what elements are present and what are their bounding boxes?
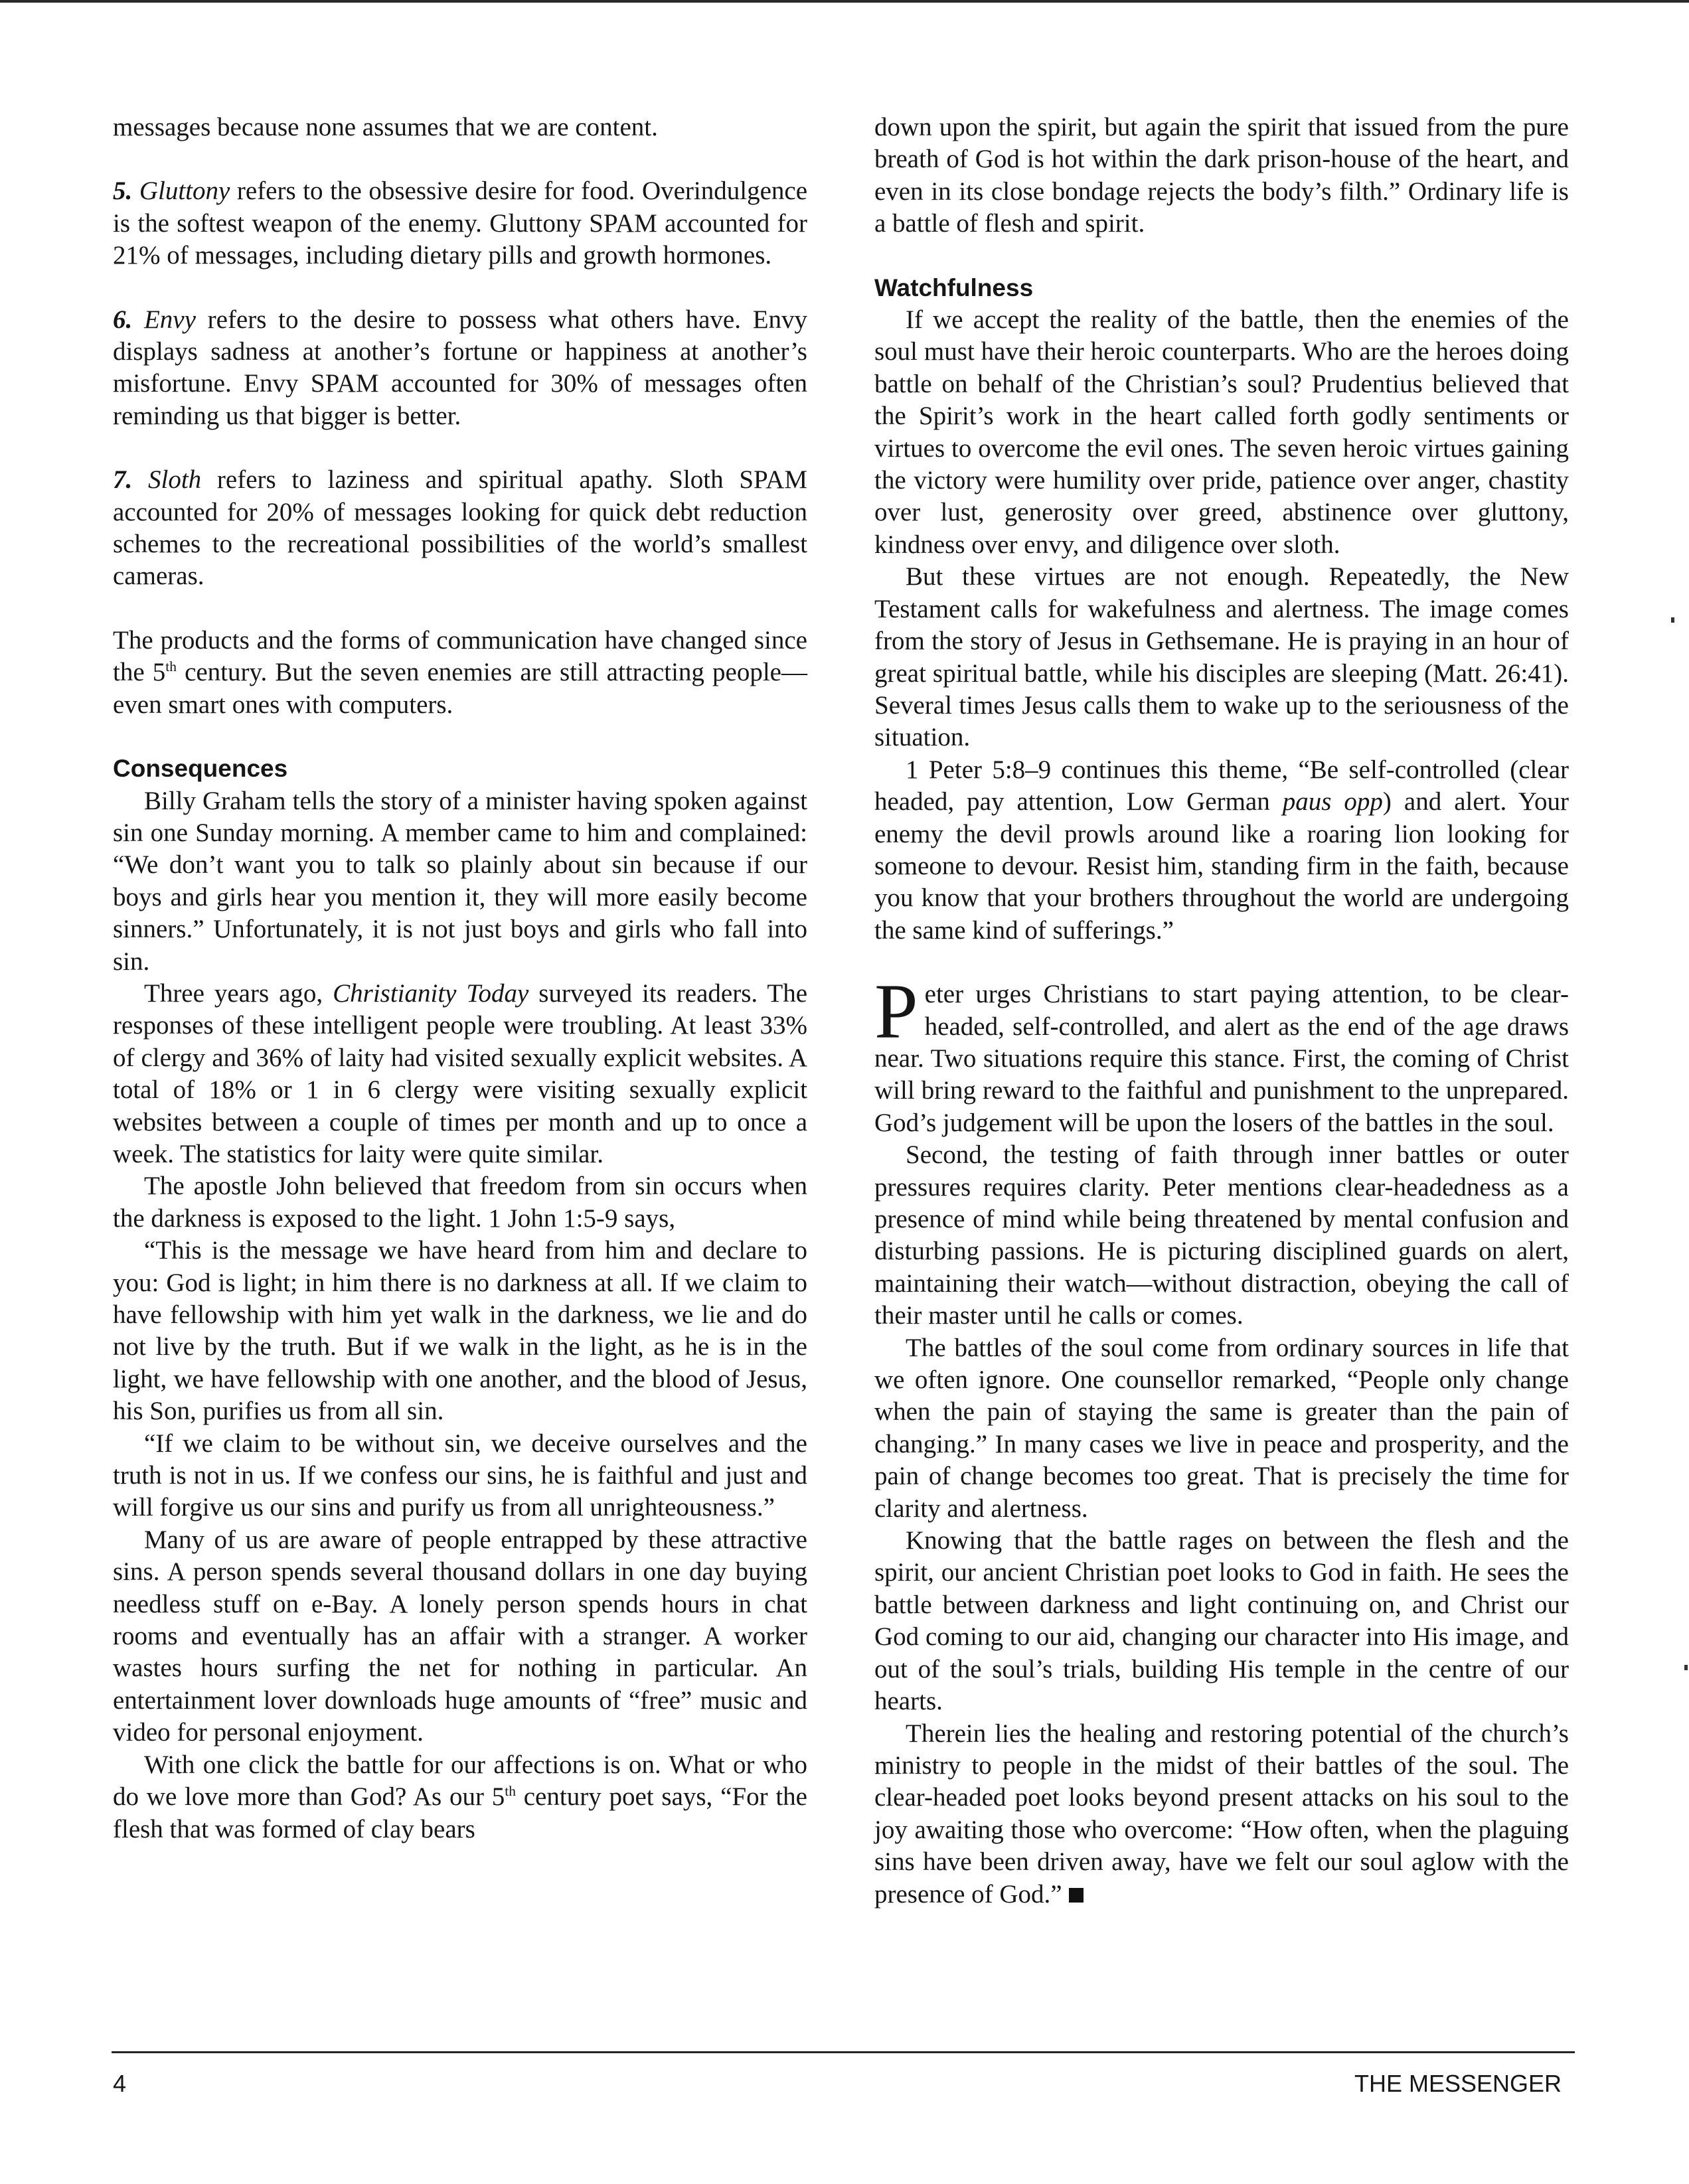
click-paragraph: With one click the battle for our affections is on. What or who do we love more than God? As our 5th century poet says, “For the flesh that was formed of clay bears xyxy=(113,1750,807,1843)
virtues-paragraph: But these virtues are not enough. Repeatedly, the New Testament calls for wakefulness and alertness. The image comes from the story of Jesus in Gethsemane. He is praying in an hour of great spiritual battle, while his disciples are sleeping (Matt. 26:41). Several times Jesus calls them to wake up to the seriousness of the situation. xyxy=(874,562,1569,752)
item-text: refers to the obsessive desire for food. Overindulgence is the softest weapon of the enemy. Gluttony SPAM accounted for 21% of messages, including dietary pills and growth hormones. xyxy=(113,177,808,270)
quote-paragraph-2: “If we claim to be without sin, we deceive ourselves and the truth is not in us. If we confess our sins, he is faithful and just and will forgive us our sins and purify us from all unrighteousness.” xyxy=(113,1429,807,1522)
item-term: Envy xyxy=(143,305,196,334)
item-term: Sloth xyxy=(148,465,202,495)
scan-speck xyxy=(1684,1665,1688,1670)
survey-paragraph: Three years ago, Christianity Today surveyed its readers. The responses of these intelligent people were troubling. At least 33% of clergy and 36% of laity had visited sexually explicit websites. A total of 18% or 1 in 6 clergy were visiting sexually explicit websites between a couple of times per month and up to once a week. The statistics for laity were quite similar. xyxy=(113,978,808,1168)
footer-rule xyxy=(112,2051,1575,2053)
item-number: 7. xyxy=(113,465,133,495)
peter-paragraph: 1 Peter 5:8–9 continues this theme, “Be self-controlled (clear headed, pay attention, Low German paus opp) and alert. Your enemy the devil prowls around like a roaring lion looking for someone to devour. Resist him, standing firm in the faith, because you know that your brothers throughout the world are undergoing the same kind of sufferings.” xyxy=(874,755,1569,945)
heading-consequences: Consequences xyxy=(113,755,288,783)
page-number: 4 xyxy=(113,2070,127,2097)
continuation-paragraph: down upon the spirit, but again the spirit that issued from the pure breath of God is hot within the dark prison-house of the heart, and even in its close bondage rejects the body’s filth.” Ordinary life is a battle of flesh and spirit. xyxy=(874,113,1569,238)
right-column xyxy=(874,112,1569,1911)
battles-paragraph: The battles of the soul come from ordinary sources in life that we often ignore. One counsellor remarked, “People only change when the pain of staying the same is greater than the pain of changing.” In many cases we live in peace and prosperity, and the pain of change becomes too great. That is precisely the time for clarity and alertness. xyxy=(874,1333,1569,1523)
therein-paragraph: Therein lies the healing and restoring potential of the church’s ministry to people in the midst of their battles of the soul. The clear-headed poet looks beyond present attacks on his soul to the joy awaiting those who overcome: “How often, when the plaguing sins have been driven away, have we felt our soul aglow with the presence of God.” xyxy=(874,1719,1569,1909)
item-text: refers to the desire to possess what others have. Envy displays sadness at another’s fortune or happiness at another’s misfortune. Envy SPAM accounted for 30% of messages often reminding us that bigger is better. xyxy=(113,305,808,430)
knowing-paragraph: Knowing that the battle rages on between the flesh and the spirit, our ancient Christian poet looks to God in faith. He sees the battle between darkness and light continuing on, and Christ our God coming to our aid, changing our character into His image, and out of the soul’s trials, building His temple in the centre of our hearts. xyxy=(874,1526,1569,1716)
quote-paragraph-1: “This is the message we have heard from him and declare to you: God is light; in him there is no darkness at all. If we claim to have fellowship with him yet walk in the darkness, we lie and do not live by the truth. But if we walk in the light, as he is in the light, we have fellowship with one another, and the blood of Jesus, his Son, purifies us from all sin. xyxy=(113,1236,807,1426)
many-paragraph: Many of us are aware of people entrapped by these attractive sins. A person spends several thousand dollars in one day buying needless stuff on e-Bay. A lonely person spends hours in chat rooms and eventually has an affair with a stranger. A worker wastes hours surfing the net for nothing in particular. An entertainment lover downloads huge amounts of “free” music and video for personal enjoyment. xyxy=(113,1525,807,1747)
second-paragraph: Second, the testing of faith through inner battles or outer pressures requires clarity. Peter mentions clear-headedness as a presence of mind while being threatened by mental confusion and disturbing passions. He is picturing disciplined guards on alert, maintaining their watch—without distraction, obeying the call of their master until he calls or comes. xyxy=(874,1140,1569,1330)
urges-paragraph: Peter urges Christians to start paying attention, to be clear-headed, self-controlled, and alert as the end of the age draws near. Two situations require this stance. First, the coming of Christ will bring reward to the faithful and punishment to the unprepared. God’s judgement will be upon the losers of the battles in the soul. xyxy=(874,968,1569,1137)
left-column xyxy=(113,112,807,1845)
drop-cap: P xyxy=(874,968,918,1055)
item-number: 6. xyxy=(113,305,133,334)
heading-watchfulness: Watchfulness xyxy=(874,273,1034,301)
item-gluttony xyxy=(113,175,807,272)
scan-speck xyxy=(1671,617,1674,623)
billy-paragraph: Billy Graham tells the story of a minister having spoken against sin one Sunday morning. A member came to him and complained: “We don’t want you to talk so plainly about sin because if our boys and girls hear you mention it, they will more easily become sinners.” Unfortunately, it is not just boys and girls who fall into sin. xyxy=(113,786,807,976)
item-envy xyxy=(113,304,807,433)
intro-paragraph: messages because none assumes that we are content. xyxy=(113,113,658,141)
products-paragraph: The products and the forms of communication have changed since the 5th century. But the seven enemies are still attracting people—even smart ones with computers. xyxy=(113,625,807,719)
item-text: refers to laziness and spiritual apathy. Sloth SPAM accounted for 20% of messages looking for quick debt reduction schemes to the recreational possibilities of the world’s smallest cameras. xyxy=(113,465,807,591)
item-term: Gluttony xyxy=(139,177,230,206)
publication-name: THE MESSENGER xyxy=(1354,2070,1562,2097)
accept-paragraph: If we accept the reality of the battle, then the enemies of the soul must have their heroic counterparts. Who are the heroes doing battle on behalf of the Christian’s soul? Prudentius believed that the Spirit’s work in the heart called forth godly sentiments or virtues to overcome the evil ones. The seven heroic virtues gaining the victory were humility over pride, patience over anger, chastity over lust, generosity over greed, abstinence over gluttony, kindness over envy, and diligence over sloth. xyxy=(874,305,1569,559)
item-sloth xyxy=(113,464,807,593)
item-number: 5. xyxy=(113,177,133,206)
end-mark-icon xyxy=(1069,1888,1084,1903)
top-border xyxy=(0,0,1689,3)
john-paragraph: The apostle John believed that freedom from sin occurs when the darkness is exposed to the light. 1 John 1:5-9 says, xyxy=(113,1172,807,1233)
